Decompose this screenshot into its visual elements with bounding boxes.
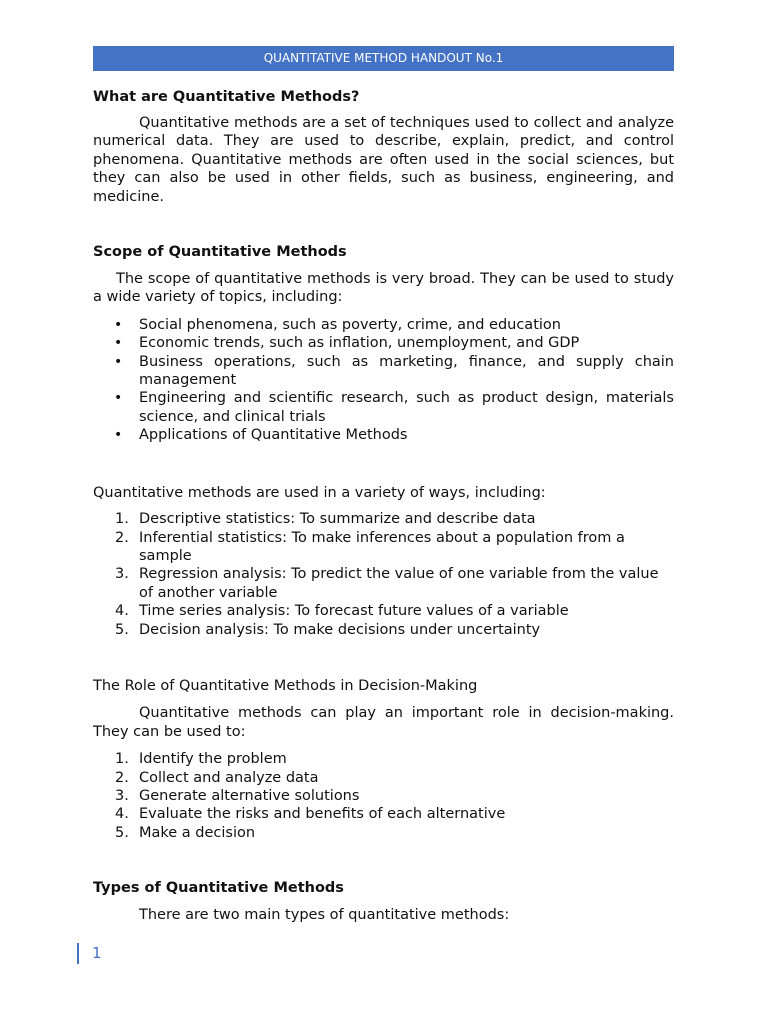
- bullet-marker: •: [114, 316, 123, 333]
- list-item: [93, 389, 674, 426]
- list-item-text: Economic trends, such as inflation, unemployment, and GDP: [139, 335, 580, 352]
- list-item: [93, 602, 674, 620]
- list-item: [93, 353, 674, 390]
- list-item: [93, 565, 674, 602]
- list-item: [93, 316, 674, 334]
- list-item-text: Engineering and scientific research, such as product design, materials science, and clinical trials: [139, 390, 674, 425]
- number-marker: 4.: [115, 603, 129, 620]
- list-item: [93, 787, 674, 805]
- list-item-text: Social phenomena, such as poverty, crime, and education: [139, 316, 561, 333]
- uses-numbered-list: [93, 510, 674, 639]
- list-item: [93, 824, 674, 842]
- role-numbered-list: [93, 750, 674, 842]
- list-item-text: Identify the problem: [139, 751, 287, 768]
- number-marker: 5.: [115, 824, 129, 841]
- list-item-text: Inferential statistics: To make inferences about a population from a sample: [139, 529, 625, 564]
- section-heading-scope: Scope of Quantitative Methods: [93, 244, 347, 261]
- list-item-text: Collect and analyze data: [139, 769, 319, 786]
- list-item: [93, 529, 674, 566]
- types-paragraph: There are two main types of quantitative methods:: [139, 907, 510, 924]
- bullet-marker: •: [114, 335, 123, 352]
- list-item: [93, 334, 674, 352]
- bullet-marker: •: [114, 427, 123, 444]
- bullet-marker: •: [114, 390, 123, 407]
- scope-paragraph: The scope of quantitative methods is very broad. They can be used to study a wide variety of topics, including:: [93, 271, 674, 306]
- list-item: [93, 769, 674, 787]
- list-item-text: Applications of Quantitative Methods: [139, 427, 408, 444]
- list-item-text: Time series analysis: To forecast future values of a variable: [139, 603, 569, 620]
- document-page: [93, 46, 674, 925]
- handout-banner: QUANTITATIVE METHOD HANDOUT No.1: [93, 46, 674, 71]
- list-item: [93, 750, 674, 768]
- list-item-text: Generate alternative solutions: [139, 787, 360, 804]
- role-paragraph: Quantitative methods can play an important role in decision-making. They can be used to:: [93, 705, 674, 740]
- number-marker: 5.: [115, 621, 129, 638]
- section-heading-what-are: What are Quantitative Methods?: [93, 89, 360, 105]
- section-heading-role: The Role of Quantitative Methods in Decision-Making: [93, 677, 478, 694]
- list-item-text: Descriptive statistics: To summarize and describe data: [139, 511, 536, 528]
- list-item: [93, 621, 674, 639]
- section-heading-types: Types of Quantitative Methods: [93, 880, 344, 897]
- scope-bullet-list: [93, 316, 674, 445]
- list-item-text: Business operations, such as marketing, finance, and supply chain management: [139, 353, 674, 389]
- list-item-text: Decision analysis: To make decisions under uncertainty: [139, 621, 541, 638]
- number-marker: 3.: [115, 566, 129, 583]
- list-item-text: Regression analysis: To predict the value of one variable from the value of another variable: [139, 566, 659, 601]
- number-marker: 1.: [115, 751, 129, 768]
- list-item-text: Evaluate the risks and benefits of each alternative: [139, 806, 506, 823]
- intro-paragraph: Quantitative methods are a set of techniques used to collect and analyze numerical data. They are used to describe, explain, predict, and control phenomena. Quantitative methods are often used in the social sciences, but they can also be used in other fields, such as business, engineering, and medicine.: [93, 115, 674, 205]
- page-number: 1: [77, 943, 102, 964]
- list-item: [93, 426, 674, 444]
- number-marker: 2.: [115, 769, 129, 786]
- number-marker: 1.: [115, 511, 129, 528]
- uses-intro: Quantitative methods are used in a variety of ways, including:: [93, 484, 546, 501]
- list-item-text: Make a decision: [139, 824, 256, 841]
- number-marker: 3.: [115, 787, 129, 804]
- number-marker: 4.: [115, 806, 129, 823]
- list-item: [93, 805, 674, 823]
- bullet-marker: •: [114, 353, 123, 370]
- list-item: [93, 510, 674, 528]
- number-marker: 2.: [115, 529, 129, 546]
